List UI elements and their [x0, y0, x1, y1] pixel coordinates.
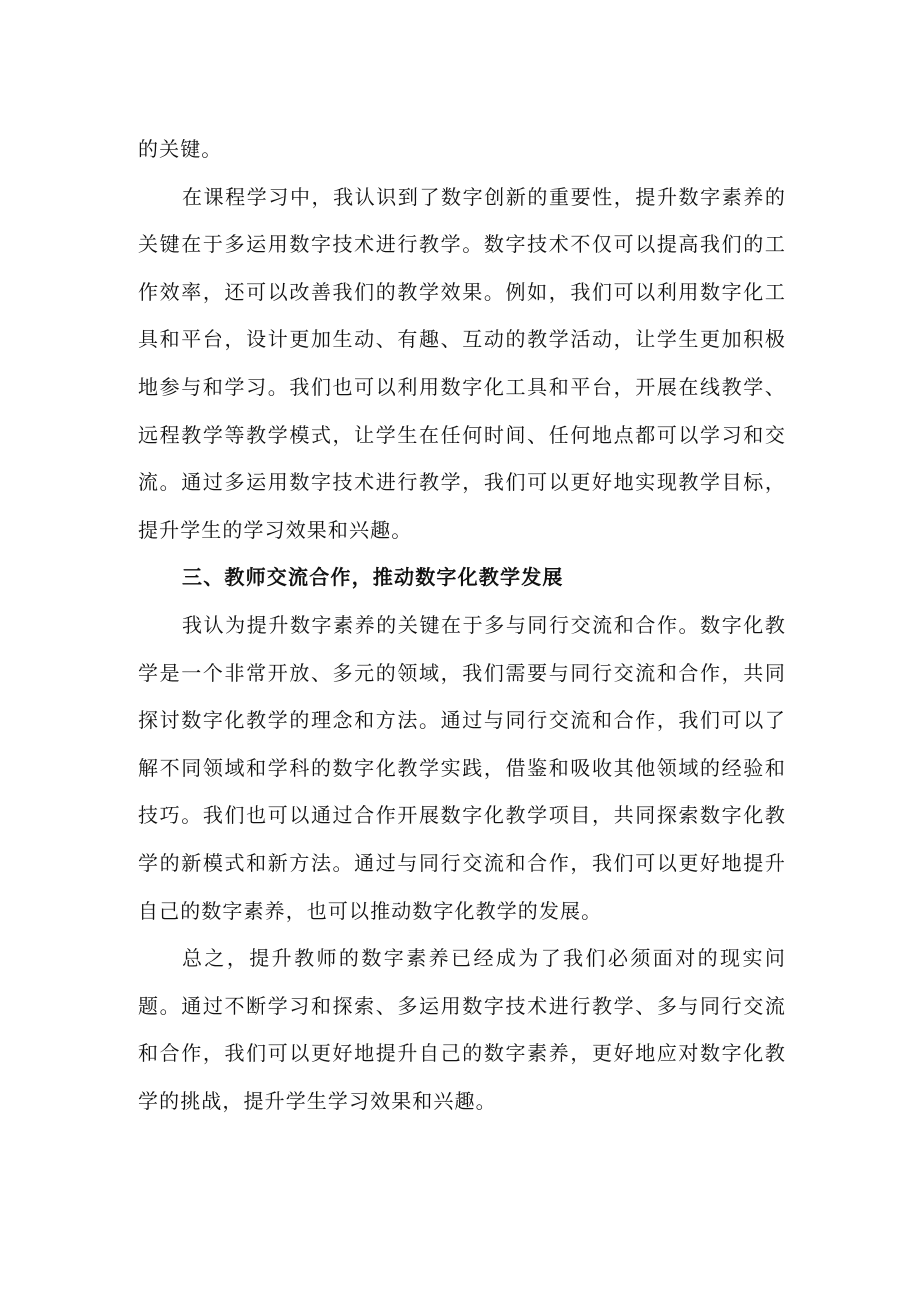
paragraph-conclusion: 总之，提升教师的数字素养已经成为了我们必须面对的现实问题。通过不断学习和探索、多运用数字技术进行教学、多与同行交流和合作，我们可以更好地提升自己的数字素养，更好地应对数字化教学的挑战，提升学生学习效果和兴趣。: [138, 946, 786, 1113]
section-heading-teacher-collaboration: 三、教师交流合作，推动数字化教学发展: [182, 565, 564, 590]
document-body: [138, 126, 786, 1125]
paragraph-continuation: 的关键。: [138, 137, 223, 161]
paragraph-digital-innovation: 在课程学习中，我认识到了数字创新的重要性，提升数字素养的关键在于多运用数字技术进行教学。数字技术不仅可以提高我们的工作效率，还可以改善我们的教学效果。例如，我们可以利用数字化工具和平台，设计更加生动、有趣、互动的教学活动，让学生更加积极地参与和学习。我们也可以利用数字化工具和平台，开展在线教学、远程教学等教学模式，让学生在任何时间、任何地点都可以学习和交流。通过多运用数字技术进行教学，我们可以更好地实现教学目标，提升学生的学习效果和兴趣。: [138, 184, 786, 542]
paragraph-peer-collaboration: 我认为提升数字素养的关键在于多与同行交流和合作。数字化教学是一个非常开放、多元的领域，我们需要与同行交流和合作，共同探讨数字化教学的理念和方法。通过与同行交流和合作，我们可以了解不同领域和学科的数字化教学实践，借鉴和吸收其他领域的经验和技巧。我们也可以通过合作开展数字化教学项目，共同探索数字化教学的新模式和新方法。通过与同行交流和合作，我们可以更好地提升自己的数字素养，也可以推动数字化教学的发展。: [138, 612, 786, 923]
